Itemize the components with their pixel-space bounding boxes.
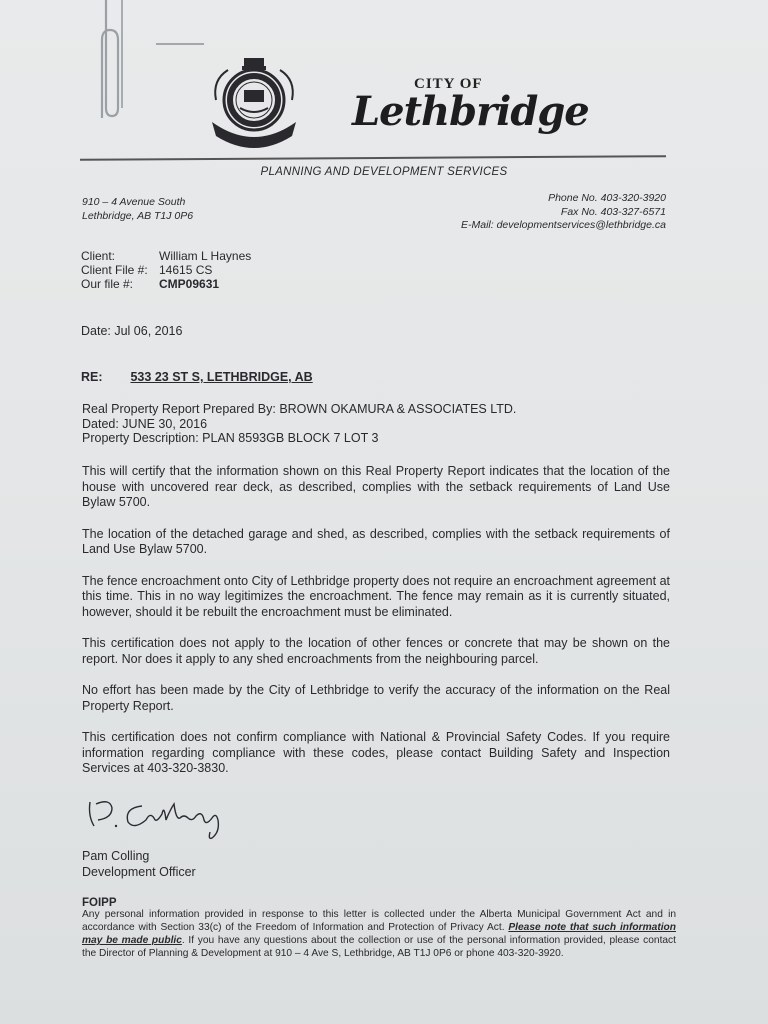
our-file-label: Our file #: bbox=[81, 277, 134, 291]
address-line-2: Lethbridge, AB T1J 0P6 bbox=[82, 210, 194, 222]
client-name: William L Haynes bbox=[159, 249, 252, 263]
mailing-address bbox=[82, 195, 193, 223]
client-file-number: 14615 CS bbox=[159, 263, 213, 277]
paper-clip bbox=[92, 0, 132, 120]
header-divider bbox=[80, 155, 666, 161]
letter-body bbox=[82, 464, 670, 793]
signer-title: Development Officer bbox=[82, 865, 196, 879]
client-file-label: Client File #: bbox=[81, 263, 148, 277]
signer-name: Pam Colling bbox=[82, 849, 150, 863]
clip-shadow bbox=[156, 40, 206, 48]
our-file-number: CMP09631 bbox=[159, 277, 220, 291]
bleed-through-text bbox=[290, 270, 299, 300]
handwritten-signature bbox=[84, 796, 234, 842]
email-address: E-Mail: developmentservices@lethbridge.ca bbox=[460, 219, 666, 231]
city-of-label: CITY OF bbox=[414, 76, 483, 92]
phone-number: Phone No. 403-320-3920 bbox=[548, 192, 666, 204]
report-dated: Dated: JUNE 30, 2016 bbox=[82, 416, 208, 431]
report-prepared-by: Real Property Report Prepared By: BROWN OKAMURA & ASSOCIATES LTD. bbox=[82, 402, 517, 416]
body-paragraph: The location of the detached garage and shed, as described, complies with the setback requirements of Land Use Bylaw 5700. bbox=[82, 526, 670, 556]
body-paragraph: This will certify that the information shown on this Real Property Report indicates that the location of the house with uncovered rear deck, as described, complies with the setback requirements of Land Use Bylaw 5700. bbox=[82, 464, 670, 509]
subject-line bbox=[81, 370, 313, 384]
client-label: Client: bbox=[81, 249, 116, 263]
body-paragraph: No effort has been made by the City of Lethbridge to verify the accuracy of the information on the Real Property Report. bbox=[82, 683, 670, 713]
foipp-text-b: . If you have any questions about the collection or use of the personal information provided, please contact the Director of Planning & Development at 910 – 4 Ave S, Lethbridge, AB T1J 0P6 or phone 403-320-3920. bbox=[82, 935, 676, 959]
department-name: PLANNING AND DEVELOPMENT SERVICES bbox=[260, 166, 508, 178]
foipp-notice bbox=[82, 908, 676, 960]
letter-date: Date: Jul 06, 2016 bbox=[81, 324, 183, 338]
city-name-logotype: Lethbridge bbox=[352, 88, 589, 135]
client-block bbox=[81, 249, 251, 291]
signer-block bbox=[82, 848, 196, 880]
body-paragraph: This certification does not confirm compliance with National & Provincial Safety Codes. If you require information regarding compliance with these codes, please contact Building Safety and Inspection Services at 403-320-3830. bbox=[82, 730, 670, 775]
body-paragraph: This certification does not apply to the location of other fences or concrete that may be shown on the report. Nor does it apply to any shed encroachments from the neighbouring parcel. bbox=[82, 636, 670, 666]
property-address: 533 23 ST S, LETHBRIDGE, AB bbox=[130, 370, 313, 384]
city-seal-logo bbox=[206, 56, 302, 152]
contact-info bbox=[461, 192, 666, 233]
foipp-heading: FOIPP bbox=[82, 897, 117, 909]
fax-number: Fax No. 403-327-6571 bbox=[560, 205, 666, 218]
foipp-emphasis: Please note that such information may be made public bbox=[82, 922, 677, 946]
foipp-text-a: Any personal information provided in response to this letter is collected under the Alberta Municipal Government Act and in accordance with Section 33(c) of the Freedom of Information and Protection of Privacy Act. bbox=[82, 909, 676, 933]
report-details bbox=[82, 402, 516, 446]
re-label: RE: bbox=[81, 370, 103, 384]
address-line-1: 910 – 4 Avenue South bbox=[82, 196, 186, 208]
property-description: Property Description: PLAN 8593GB BLOCK 7 LOT 3 bbox=[82, 431, 379, 445]
body-paragraph: The fence encroachment onto City of Lethbridge property does not require an encroachment agreement at this time. This in no way legitimizes the encroachment. The fence may remain as it is currently situated, however, should it be rebuilt the encroachment must be eliminated. bbox=[82, 573, 670, 619]
